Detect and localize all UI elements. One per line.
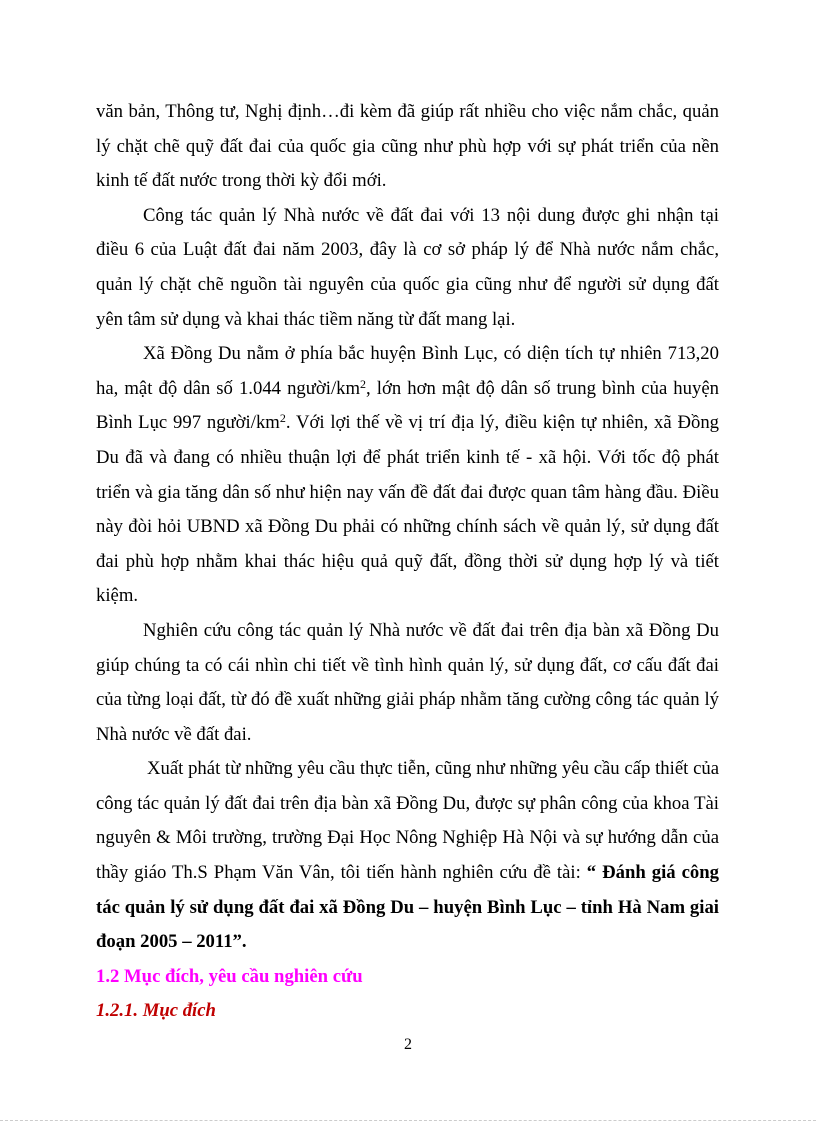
paragraph-5-text: Xuất phát từ những yêu cầu thực tiễn, cũng như những yêu cầu cấp thiết của công tác quản lý đất đai trên địa bàn xã Đồng Du, được sự phân công của khoa Tài nguyên & Môi trường, trường Đại Học Nông Nghiệp Hà Nội và sự hướng dẫn của thầy giáo Th.S Phạm Văn Vân, tôi tiến hành nghiên cứu đề tài: [96, 758, 719, 884]
paragraph-5 [96, 752, 719, 960]
paragraph-3-part-b: , lớn hơn mật độ dân số trung bình của huyện Bình Lục 997 người/km [96, 377, 719, 434]
paragraph-2: Công tác quản lý Nhà nước về đất đai với 13 nội dung được ghi nhận tại điều 6 của Luật đất đai năm 2003, đây là cơ sở pháp lý để Nhà nước nắm chắc, quản lý chặt chẽ nguồn tài nguyên của quốc gia cũng như để người sử dụng đất yên tâm sử dụng và khai thác tiềm năng từ đất mang lại. [96, 204, 719, 330]
superscript-2-a: 2 [360, 376, 367, 391]
paragraph-1: văn bản, Thông tư, Nghị định…đi kèm đã giúp rất nhiều cho việc nắm chắc, quản lý chặt chẽ quỹ đất đai của quốc gia cũng như phù hợp với sự phát triển của nền kinh tế đất nước trong thời kỳ đổi mới. [96, 101, 719, 192]
section-heading: 1.2 Mục đích, yêu cầu nghiên cứu [96, 965, 363, 987]
paragraph-3 [96, 337, 719, 614]
paragraph-3-part-c: . Với lợi thế về vị trí địa lý, điều kiện tự nhiên, xã Đồng Du đã và đang có nhiều thuận lợi để phát triển kinh tế - xã hội. Với tốc độ phát triển và gia tăng dân số như hiện nay vấn đề đất đai được quan tâm hàng đầu. Điều này đòi hỏi UBND xã Đồng Du phải có những chính sách về quản lý, sử dụng đất đai phù hợp nhằm khai thác hiệu quả quỹ đất, đồng thời sử dụng hợp lý và tiết kiệm. [96, 412, 720, 607]
page-bottom-divider [0, 1120, 816, 1121]
subsection-heading: 1.2.1. Mục đích [96, 1000, 216, 1022]
document-body [96, 95, 719, 1029]
paragraph-3-part-a: Xã Đồng Du nằm ở phía bắc huyện Bình Lục, có diện tích tự nhiên 713,20 ha, mật độ dân số 1.044 người/km [96, 343, 719, 399]
page-number: 2 [404, 1036, 412, 1053]
paragraph-4: Nghiên cứu công tác quản lý Nhà nước về đất đai trên địa bàn xã Đồng Du giúp chúng ta có cái nhìn chi tiết về tình hình quản lý, sử dụng đất, cơ cấu đất đai của từng loại đất, từ đó đề xuất những giải pháp nhằm tăng cường công tác quản lý Nhà nước về đất đai. [96, 619, 719, 745]
thesis-title: “ Đánh giá công tác quản lý sử dụng đất đai xã Đồng Du – huyện Bình Lục – tỉnh Hà Nam giai đoạn 2005 – 2011”. [96, 862, 719, 953]
superscript-2-b: 2 [279, 411, 286, 426]
